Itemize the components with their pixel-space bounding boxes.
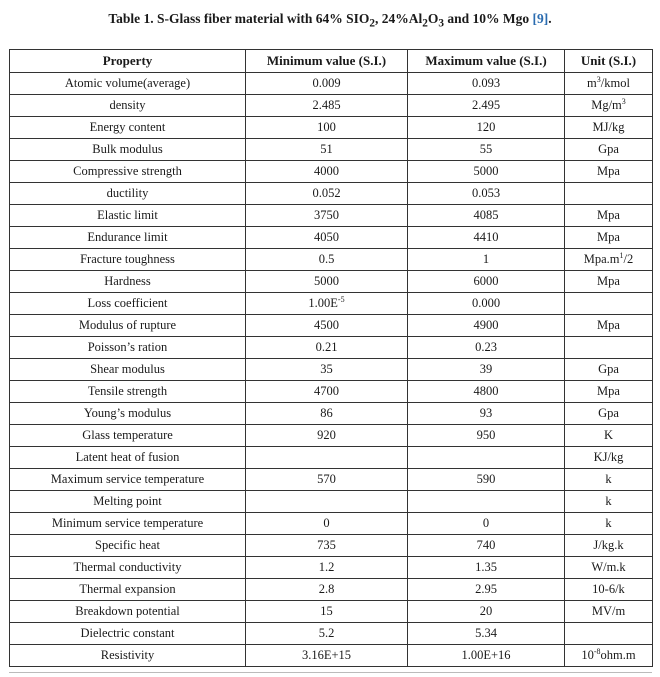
cell-unit (565, 623, 653, 645)
cell-minimum-text: 570 (317, 472, 336, 486)
cell-maximum (408, 579, 565, 601)
cell-minimum-text: 0.21 (315, 340, 338, 354)
table-row (10, 227, 653, 249)
caption-prefix: Table 1. S-Glass fiber material with 64% SIO (108, 11, 370, 26)
cell-unit (565, 161, 653, 183)
cell-maximum-text: 1.35 (475, 560, 497, 574)
cell-unit (565, 491, 653, 513)
cell-maximum-text: 5.34 (475, 626, 497, 640)
cell-unit (565, 293, 653, 315)
cell-property (10, 205, 246, 227)
cell-minimum-text: 0.5 (318, 252, 335, 266)
table-row (10, 139, 653, 161)
cell-unit-text: Mpa (597, 208, 620, 222)
cell-unit-text: k (605, 472, 612, 486)
cell-maximum-text: 1 (482, 252, 490, 266)
table-row (10, 249, 653, 271)
cell-minimum (246, 205, 408, 227)
cell-property (10, 73, 246, 95)
cell-maximum (408, 139, 565, 161)
cell-minimum-text: 100 (317, 120, 336, 134)
cell-minimum-text: 3.16E+15 (301, 648, 352, 662)
cell-minimum-text: 51 (320, 142, 333, 156)
cell-maximum-text: 120 (476, 120, 496, 134)
cell-property-text: ductility (106, 186, 149, 200)
cell-property-text: Poisson’s ration (87, 340, 168, 354)
cell-property (10, 601, 246, 623)
cell-maximum (408, 535, 565, 557)
cell-unit (565, 205, 653, 227)
cell-maximum-text: 0.23 (475, 340, 497, 354)
cell-minimum-text: 0 (323, 516, 330, 530)
cell-property (10, 117, 246, 139)
cell-unit-text: k (605, 516, 612, 530)
cell-property-text: Young’s modulus (83, 406, 172, 420)
cell-minimum (246, 227, 408, 249)
table-row (10, 447, 653, 469)
cell-minimum (246, 425, 408, 447)
table-row (10, 491, 653, 513)
table-row (10, 293, 653, 315)
cell-unit (565, 227, 653, 249)
cell-unit (565, 95, 653, 117)
table-row (10, 337, 653, 359)
cell-unit-text: Gpa (598, 406, 619, 420)
cell-unit-text: Mg/m (591, 98, 622, 113)
cell-property-text: Resistivity (100, 648, 155, 662)
cell-maximum-text: 5000 (473, 164, 499, 178)
cell-maximum (408, 249, 565, 271)
cell-property (10, 249, 246, 271)
cell-property (10, 183, 246, 205)
cell-minimum-text: 3750 (314, 208, 339, 222)
table-caption (0, 10, 660, 33)
cell-property (10, 557, 246, 579)
cell-unit (565, 425, 653, 447)
cell-maximum-text: 93 (479, 406, 493, 420)
cell-unit-superscript: 3 (621, 97, 626, 107)
cell-maximum (408, 359, 565, 381)
cell-property (10, 447, 246, 469)
properties-table (9, 49, 653, 667)
cell-maximum-text: 2.495 (471, 98, 501, 112)
cell-property-text: Compressive strength (73, 164, 182, 178)
header-unit: Unit (S.I.) (565, 50, 653, 73)
cell-unit (565, 271, 653, 293)
cell-minimum-text: 86 (320, 406, 333, 420)
cell-maximum-text: 1.00E+16 (461, 648, 511, 662)
cell-unit (565, 535, 653, 557)
cell-property-text: Loss coefficient (87, 296, 168, 310)
cell-minimum (246, 645, 408, 667)
cell-unit-tail: ohm.m (600, 648, 636, 663)
cell-unit (565, 117, 653, 139)
cell-maximum (408, 293, 565, 315)
table-row (10, 161, 653, 183)
cell-property-text: Energy content (89, 120, 166, 134)
cell-property (10, 513, 246, 535)
cell-minimum (246, 469, 408, 491)
cell-unit (565, 579, 653, 601)
cell-minimum (246, 315, 408, 337)
cell-property-text: Elastic limit (97, 208, 158, 222)
table-row (10, 425, 653, 447)
cell-minimum (246, 73, 408, 95)
cell-property-text: Glass temperature (82, 428, 173, 442)
cell-minimum (246, 403, 408, 425)
cell-maximum (408, 205, 565, 227)
cell-maximum (408, 183, 565, 205)
cell-maximum-text: 39 (479, 362, 493, 376)
cell-unit-text: Gpa (598, 142, 619, 156)
cell-property (10, 315, 246, 337)
cell-unit (565, 557, 653, 579)
cell-unit (565, 601, 653, 623)
cell-property-text: Tensile strength (87, 384, 168, 398)
cell-property-text: density (109, 98, 146, 112)
table-row (10, 315, 653, 337)
cell-maximum-text: 590 (476, 472, 496, 486)
cell-unit-superscript: 1 (619, 251, 624, 261)
reference-link[interactable]: [9] (532, 11, 549, 26)
table-header-row (10, 50, 653, 73)
cell-unit-text: Mpa (597, 384, 620, 398)
cell-unit (565, 249, 653, 271)
cell-minimum (246, 579, 408, 601)
cell-property (10, 271, 246, 293)
cell-minimum-text: 2.485 (312, 98, 341, 112)
cell-property-text: Modulus of rupture (78, 318, 177, 332)
cell-unit (565, 469, 653, 491)
cell-property (10, 359, 246, 381)
cell-maximum-text: 6000 (473, 274, 499, 288)
cell-maximum (408, 227, 565, 249)
cell-property (10, 403, 246, 425)
cell-property-text: Melting point (93, 494, 162, 508)
cell-minimum (246, 117, 408, 139)
cell-minimum-text: 920 (317, 428, 336, 442)
cell-property-text: Atomic volume(average) (64, 76, 191, 90)
cell-unit-text: Mpa (597, 230, 620, 244)
cell-maximum (408, 337, 565, 359)
cell-maximum (408, 315, 565, 337)
cell-maximum (408, 601, 565, 623)
cell-minimum (246, 535, 408, 557)
cell-property-text: Endurance limit (87, 230, 168, 244)
cell-unit (565, 183, 653, 205)
cell-property-text: Breakdown potential (75, 604, 180, 618)
cell-maximum (408, 447, 565, 469)
cell-unit (565, 73, 653, 95)
cell-property (10, 535, 246, 557)
cell-maximum (408, 117, 565, 139)
table-row (10, 117, 653, 139)
cell-property-text: Latent heat of fusion (75, 450, 180, 464)
caption-subscript: 2 (369, 17, 375, 30)
cell-unit (565, 315, 653, 337)
cell-unit (565, 513, 653, 535)
header-maximum: Maximum value (S.I.) (408, 50, 565, 73)
cell-maximum (408, 469, 565, 491)
cell-unit-text: m (587, 76, 597, 91)
cell-unit-text: MJ/kg (592, 120, 625, 134)
cell-minimum (246, 249, 408, 271)
cell-unit (565, 359, 653, 381)
cell-minimum (246, 491, 408, 513)
table-row (10, 73, 653, 95)
cell-property-text: Fracture toughness (80, 252, 175, 266)
table-row (10, 381, 653, 403)
cell-maximum (408, 403, 565, 425)
cell-maximum (408, 161, 565, 183)
table-row (10, 95, 653, 117)
cell-maximum (408, 623, 565, 645)
cell-minimum-text: 0.009 (312, 76, 341, 90)
cell-minimum-superscript: -5 (337, 295, 345, 305)
cell-minimum-text: 35 (320, 362, 333, 376)
cell-minimum-text: 5.2 (318, 626, 335, 640)
header-property: Property (10, 50, 246, 73)
cell-minimum-text: 4000 (314, 164, 339, 178)
cell-maximum-text: 0.093 (471, 76, 501, 90)
cell-minimum (246, 293, 408, 315)
cell-unit-text: Mpa.m (583, 252, 620, 267)
cell-unit-text: MV/m (591, 604, 626, 618)
cell-unit (565, 447, 653, 469)
cell-minimum-text: 4700 (314, 384, 339, 398)
cell-property-text: Thermal expansion (79, 582, 176, 596)
cell-property (10, 469, 246, 491)
cell-minimum (246, 183, 408, 205)
cell-property (10, 579, 246, 601)
cell-property-text: Hardness (104, 274, 151, 288)
cell-minimum-text: 1.00E (308, 296, 338, 311)
cell-property-text: Thermal conductivity (73, 560, 182, 574)
cell-maximum (408, 425, 565, 447)
cell-maximum (408, 645, 565, 667)
cell-unit-text: K (603, 428, 614, 442)
cell-minimum (246, 513, 408, 535)
cell-minimum-text: 5000 (314, 274, 339, 288)
table-row (10, 535, 653, 557)
cell-maximum (408, 95, 565, 117)
cell-property-text: Bulk modulus (92, 142, 163, 156)
cell-minimum (246, 557, 408, 579)
caption-subscript: 3 (438, 17, 444, 30)
table-row (10, 403, 653, 425)
cell-unit-text: W/m.k (591, 560, 626, 574)
cell-property (10, 337, 246, 359)
cell-minimum (246, 95, 408, 117)
caption-end: . (548, 11, 552, 26)
cell-property (10, 139, 246, 161)
cell-minimum (246, 271, 408, 293)
cell-property (10, 425, 246, 447)
cell-property (10, 161, 246, 183)
cell-minimum (246, 381, 408, 403)
cell-minimum (246, 623, 408, 645)
cell-unit (565, 403, 653, 425)
cell-unit-text: Mpa (597, 318, 620, 332)
cell-unit-tail: /2 (623, 252, 634, 267)
cell-unit-text: Mpa (597, 274, 620, 288)
cell-unit-text: 10-6/k (592, 582, 625, 596)
caption-subscript: 2 (422, 17, 428, 30)
cell-maximum-text: 55 (479, 142, 493, 156)
cell-minimum-text: 0.052 (312, 186, 341, 200)
cell-unit-text: KJ/kg (593, 450, 624, 464)
cell-unit-superscript: -8 (593, 647, 601, 657)
table-row (10, 205, 653, 227)
table-row (10, 183, 653, 205)
table-row (10, 271, 653, 293)
cell-unit-tail: /kmol (600, 76, 630, 91)
cell-property (10, 293, 246, 315)
cell-minimum-text: 735 (317, 538, 336, 552)
cell-property-text: Dielectric constant (80, 626, 175, 640)
cell-property (10, 491, 246, 513)
cell-property (10, 95, 246, 117)
caption-text: and 10% Mgo (444, 11, 533, 26)
cell-maximum-text: 4800 (473, 384, 499, 398)
cell-minimum (246, 601, 408, 623)
cell-property (10, 227, 246, 249)
cell-minimum-text: 15 (320, 604, 333, 618)
table-row (10, 623, 653, 645)
table-row (10, 579, 653, 601)
cell-minimum-text: 4050 (314, 230, 339, 244)
cell-minimum (246, 359, 408, 381)
cell-minimum (246, 139, 408, 161)
cell-unit-text: 10 (581, 648, 594, 663)
cell-minimum-text: 1.2 (318, 560, 335, 574)
table-row (10, 513, 653, 535)
cell-property (10, 381, 246, 403)
table-body (10, 73, 653, 667)
cell-property-text: Minimum service temperature (51, 516, 204, 530)
cell-unit-text: Mpa (597, 164, 620, 178)
cell-maximum (408, 381, 565, 403)
cell-property-text: Maximum service temperature (50, 472, 205, 486)
cell-minimum (246, 161, 408, 183)
cell-unit-text: k (605, 494, 612, 508)
cell-maximum (408, 73, 565, 95)
divider (9, 672, 652, 673)
cell-unit (565, 381, 653, 403)
cell-unit-text: Gpa (598, 362, 619, 376)
cell-unit-text: J/kg.k (593, 538, 624, 552)
table-row (10, 601, 653, 623)
cell-maximum-text: 2.95 (475, 582, 497, 596)
cell-maximum-text: 4900 (473, 318, 499, 332)
cell-property (10, 623, 246, 645)
cell-maximum (408, 271, 565, 293)
cell-maximum (408, 513, 565, 535)
cell-property (10, 645, 246, 667)
cell-maximum-text: 4410 (473, 230, 499, 244)
header-minimum: Minimum value (S.I.) (246, 50, 408, 73)
cell-minimum (246, 447, 408, 469)
cell-unit (565, 645, 653, 667)
cell-unit-superscript: 3 (596, 75, 601, 85)
cell-minimum-text: 2.8 (318, 582, 335, 596)
cell-maximum (408, 557, 565, 579)
cell-maximum-text: 0.053 (471, 186, 501, 200)
cell-unit (565, 139, 653, 161)
cell-maximum-text: 740 (476, 538, 496, 552)
cell-maximum-text: 0 (482, 516, 490, 530)
table-row (10, 469, 653, 491)
cell-property-text: Shear modulus (90, 362, 165, 376)
cell-property-text: Specific heat (95, 538, 160, 552)
table-row (10, 645, 653, 667)
caption-text: O (427, 11, 439, 26)
cell-maximum-text: 20 (479, 604, 493, 618)
cell-maximum-text: 4085 (473, 208, 499, 222)
caption-text: , 24%Al (374, 11, 423, 26)
table-row (10, 359, 653, 381)
cell-maximum-text: 0.000 (471, 296, 501, 310)
table-row (10, 557, 653, 579)
cell-maximum (408, 491, 565, 513)
cell-maximum-text: 950 (476, 428, 496, 442)
cell-minimum-text: 4500 (314, 318, 339, 332)
cell-unit (565, 337, 653, 359)
cell-minimum (246, 337, 408, 359)
